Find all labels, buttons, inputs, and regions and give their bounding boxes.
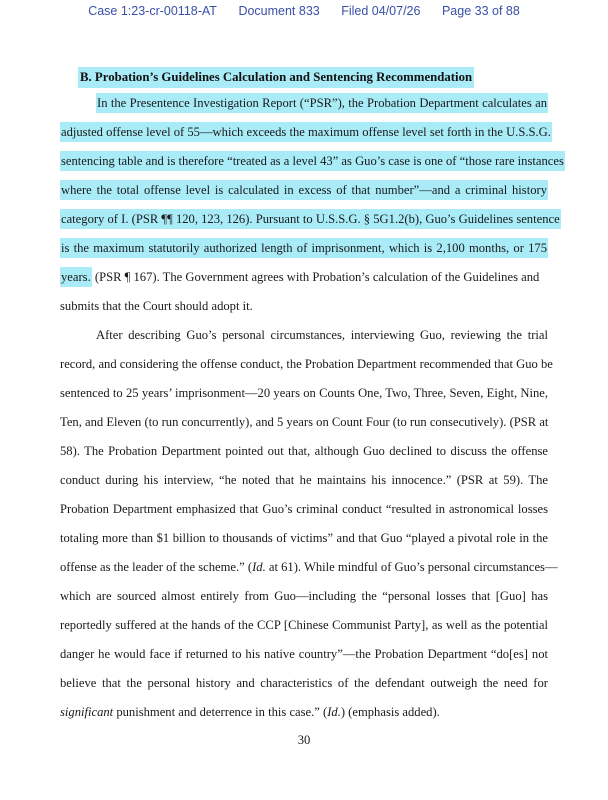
paragraph-line: In the Presentence Investigation Report (“PSR”), the Probation Department calculates an — [60, 89, 548, 118]
paragraph-line: Ten, and Eleven (to run concurrently), and 5 years on Count Four (to run consecutively). (PSR at — [60, 415, 549, 429]
paragraph-2 — [60, 321, 558, 727]
paragraph-line: Probation Department emphasized that Guo’s criminal conduct “resulted in astronomical losses — [60, 502, 548, 516]
paragraph-line: sentenced to 25 years’ imprisonment—20 years on Counts One, Two, Three, Seven, Eight, Nine, — [60, 386, 548, 400]
page-of-total: Page 33 of 88 — [441, 4, 520, 18]
case-number: Case 1:23-cr-00118-AT — [88, 4, 217, 18]
paragraph-line: danger he would face if returned to his native country”—the Probation Department “do[es] not — [60, 647, 548, 661]
paragraph-line: believe that the personal history and characteristics of the defendant outweigh the need for — [60, 676, 548, 690]
document-number: Document 833 — [238, 4, 320, 18]
paragraph-line: significant punishment and deterrence in this case.” (Id.) (emphasis added). — [60, 705, 440, 719]
paragraph-line: submits that the Court should adopt it. — [60, 299, 253, 313]
paragraph-line: offense as the leader of the scheme.” (Id. at 61). While mindful of Guo’s personal circumstances— — [60, 560, 558, 574]
paragraph-line: reportedly suffered at the hands of the CCP [Chinese Communist Party], as well as the potential — [60, 618, 548, 632]
paragraph-line: record, and considering the offense conduct, the Probation Department recommended that Guo be — [60, 357, 553, 371]
paragraph-line: 58). The Probation Department pointed out that, although Guo declined to discuss the offense — [60, 444, 548, 458]
case-header — [0, 4, 608, 18]
section-heading: B. Probation’s Guidelines Calculation and Sentencing Recommendation — [78, 67, 474, 88]
paragraph-line: years. (PSR ¶ 167). The Government agrees with Probation’s calculation of the Guidelines and — [60, 263, 548, 292]
paragraph-1 — [60, 89, 564, 321]
paragraph-line: which are sourced almost entirely from Guo—including the “personal losses that [Guo] has — [60, 589, 548, 603]
paragraph-line: conduct during his interview, “he noted that he maintains his innocence.” (PSR at 59). The — [60, 473, 548, 487]
paragraph-line: totaling more than $1 billion to thousands of victims” and that Guo “played a pivotal role in the — [60, 531, 548, 545]
paragraph-line: After describing Guo’s personal circumstances, interviewing Guo, reviewing the trial — [96, 328, 548, 342]
paragraph-line: category of I. (PSR ¶¶ 120, 123, 126). Pursuant to U.S.S.G. § 5G1.2(b), Guo’s Guidelines sentence — [60, 205, 548, 234]
page-number: 30 — [297, 733, 311, 747]
paragraph-line: sentencing table and is therefore “treated as a level 43” as Guo’s case is one of “those rare instances — [60, 147, 548, 176]
paragraph-line: is the maximum statutorily authorized length of imprisonment, which is 2,100 months, or 175 — [60, 234, 548, 263]
paragraph-line: adjusted offense level of 55—which exceeds the maximum offense level set forth in the U.S.S.G. — [60, 118, 548, 147]
paragraph-line: where the total offense level is calculated in excess of that number”—and a criminal history — [60, 176, 548, 205]
filed-date: Filed 04/07/26 — [341, 4, 421, 18]
